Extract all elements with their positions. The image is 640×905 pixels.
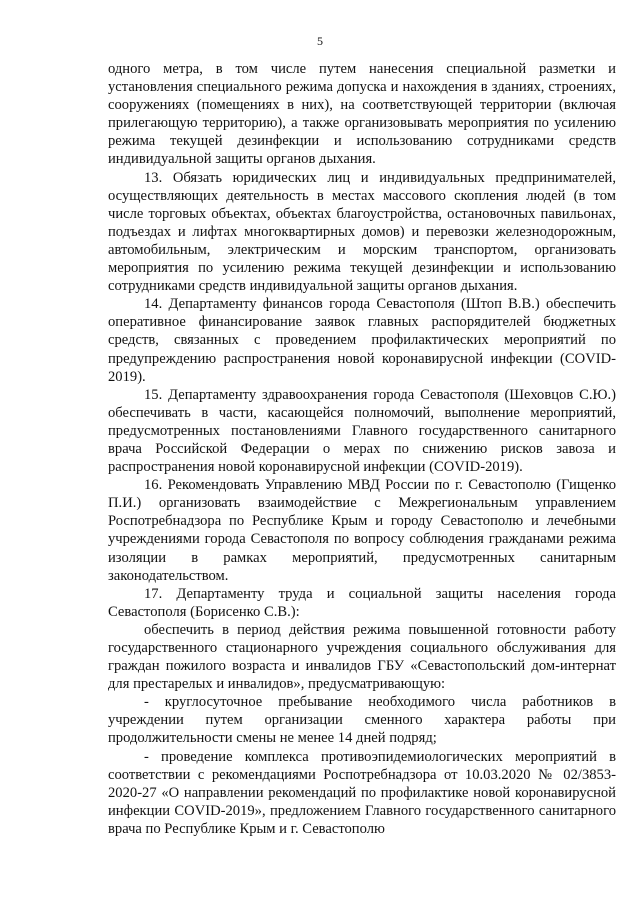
paragraph-item-17-round-clock: - круглосуточное пребывание необходимого числа работников в учреждении путем организации сменного характера работы при продолжительности смены не менее 14 дней подряд; [108, 694, 616, 747]
paragraph-continuation: одного метра, в том числе путем нанесения специальной разметки и установления специального режима допуска и нахождения в зданиях, строениях, сооружениях (помещениях в них), на соответствующей территории (включая прилегающую территорию), а также организовывать мероприятия по усилению режима текущей дезинфекции и использованию сотрудниками средств индивидуальной защиты органов дыхания. [108, 61, 616, 168]
page-number: 5 [317, 34, 323, 48]
paragraph-item-15: 15. Департаменту здравоохранения города Севастополя (Шеховцов С.Ю.) обеспечивать в части, касающейся полномочий, выполнение мероприятий, предусмотренных постановлениями Главного государственного санитарного врача Российской Федерации о мерах по снижению рисков завоза и распространения новой коронавирусной инфекции (COVID-2019). [108, 386, 616, 476]
paragraph-item-17: 17. Департаменту труда и социальной защиты населения города Севастополя (Борисенко С.В.): [108, 585, 616, 620]
paragraph-item-17-provide: обеспечить в период действия режима повышенной готовности работу государственного стационарного учреждения социального обслуживания для граждан пожилого возраста и инвалидов ГБУ «Севастопольский дом-интернат для престарелых и инвалидов», предусматривающую: [108, 621, 616, 693]
paragraph-item-14: 14. Департаменту финансов города Севастополя (Штоп В.В.) обеспечить оперативное финансирование заявок главных распорядителей бюджетных средств, связанных с проведением профилактических мероприятий по предупреждению распространения новой коронавирусной инфекции (COVID-2019). [108, 296, 616, 385]
document-body [108, 60, 616, 838]
paragraph-item-17-measures: - проведение комплекса противоэпидемиологических мероприятий в соответствии с рекомендациями Роспотребнадзора от 10.03.2020 № 02/3853-2020-27 «О направлении рекомендаций по профилактике новой коронавирусной инфекции COVID-2019», предложением Главного государственного санитарного врача по Республике Крым и г. Севастополю [108, 748, 616, 837]
paragraph-item-16: 16. Рекомендовать Управлению МВД России по г. Севастополю (Гищенко П.И.) организовать взаимодействие с Межрегиональным управлением Роспотребнадзора по Республике Крым и городу Севастополю и лечебными учреждениями города Севастополя по вопросу соблюдения гражданами режима изоляции в рамках мероприятий, предусмотренных санитарным законодательством. [108, 477, 616, 584]
paragraph-item-13: 13. Обязать юридических лиц и индивидуальных предпринимателей, осуществляющих деятельность в местах массового скопления людей (в том числе торговых объектах, объектах благоустройства, остановочных павильонах, подъездах и лифтах многоквартирных домов) и перевозки железнодорожным, автомобильным, электрическим и морским транспортом, организовать мероприятия по усилению режима текущей дезинфекции и использованию сотрудниками средств индивидуальной защиты органов дыхания. [108, 169, 616, 295]
